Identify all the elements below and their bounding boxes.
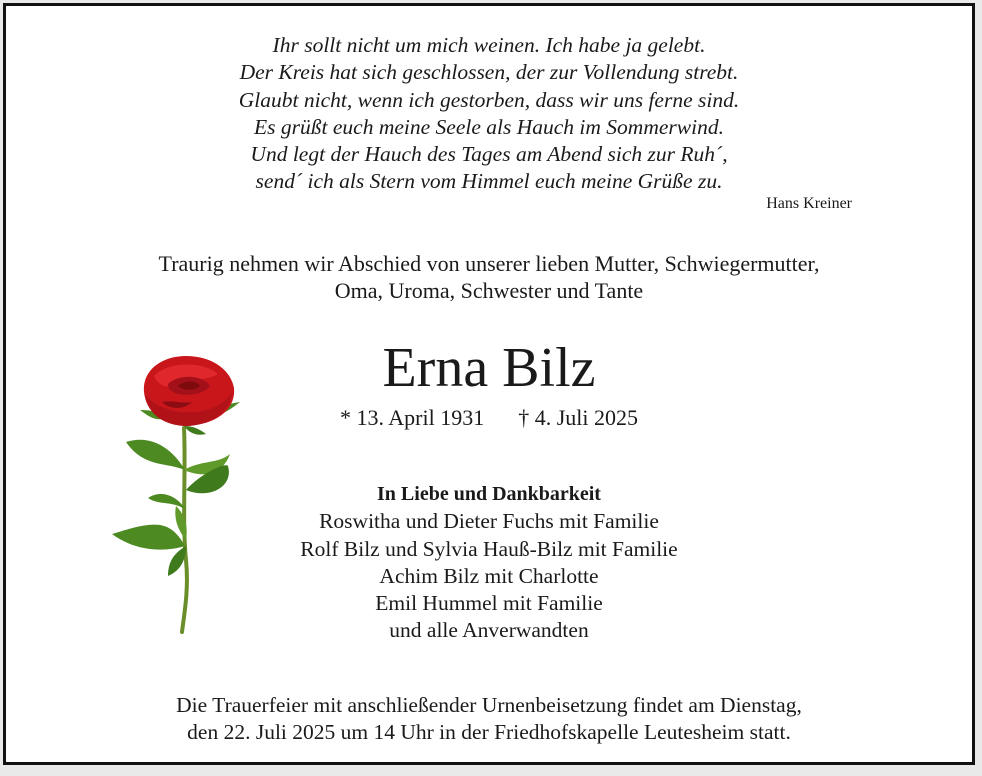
birth-date: * 13. April 1931 [339,405,485,430]
funeral-line: den 22. Juli 2025 um 14 Uhr in der Friedhofskapelle Leutesheim statt. [187,720,791,745]
poem-author: Hans Kreiner [766,195,852,212]
poem [6,32,972,196]
mourners-heading: In Liebe und Dankbarkeit [377,483,601,505]
intro-line: Oma, Uroma, Schwester und Tante [334,278,644,303]
deceased-name: Erna Bilz [382,337,596,399]
intro-text [6,250,972,304]
poem-line: send´ ich als Stern vom Himmel euch meine Grüße zu. [255,169,723,194]
mourner-line: und alle Anverwandten [389,618,589,643]
intro-line: Traurig nehmen wir Abschied von unserer lieben Mutter, Schwiegermutter, [158,251,820,276]
mourner-line: Achim Bilz mit Charlotte [379,563,599,588]
poem-line: Es grüßt euch meine Seele als Hauch im Sommerwind. [254,114,724,139]
rose-leaf [126,440,185,470]
obituary-card [3,3,975,765]
poem-line: Ihr sollt nicht um mich weinen. Ich habe ja gelebt. [272,33,706,57]
poem-line: Der Kreis hat sich geschlossen, der zur Vollendung strebt. [239,60,739,85]
funeral-notice [6,692,972,747]
mourner-line: Emil Hummel mit Familie [375,591,603,616]
life-dates [6,404,972,432]
poem-line: Glaubt nicht, wenn ich gestorben, dass wir uns ferne sind. [238,87,740,112]
poem-line: Und legt der Hauch des Tages am Abend sich zur Ruh´, [250,142,728,167]
mourner-line: Roswitha und Dieter Fuchs mit Familie [319,509,659,534]
funeral-line: Die Trauerfeier mit anschließender Urnenbeisetzung findet am Dienstag, [176,693,802,717]
death-date: † 4. Juli 2025 [518,405,639,430]
mourners [6,481,972,645]
mourner-line: Rolf Bilz und Sylvia Hauß-Bilz mit Familie [300,536,678,561]
